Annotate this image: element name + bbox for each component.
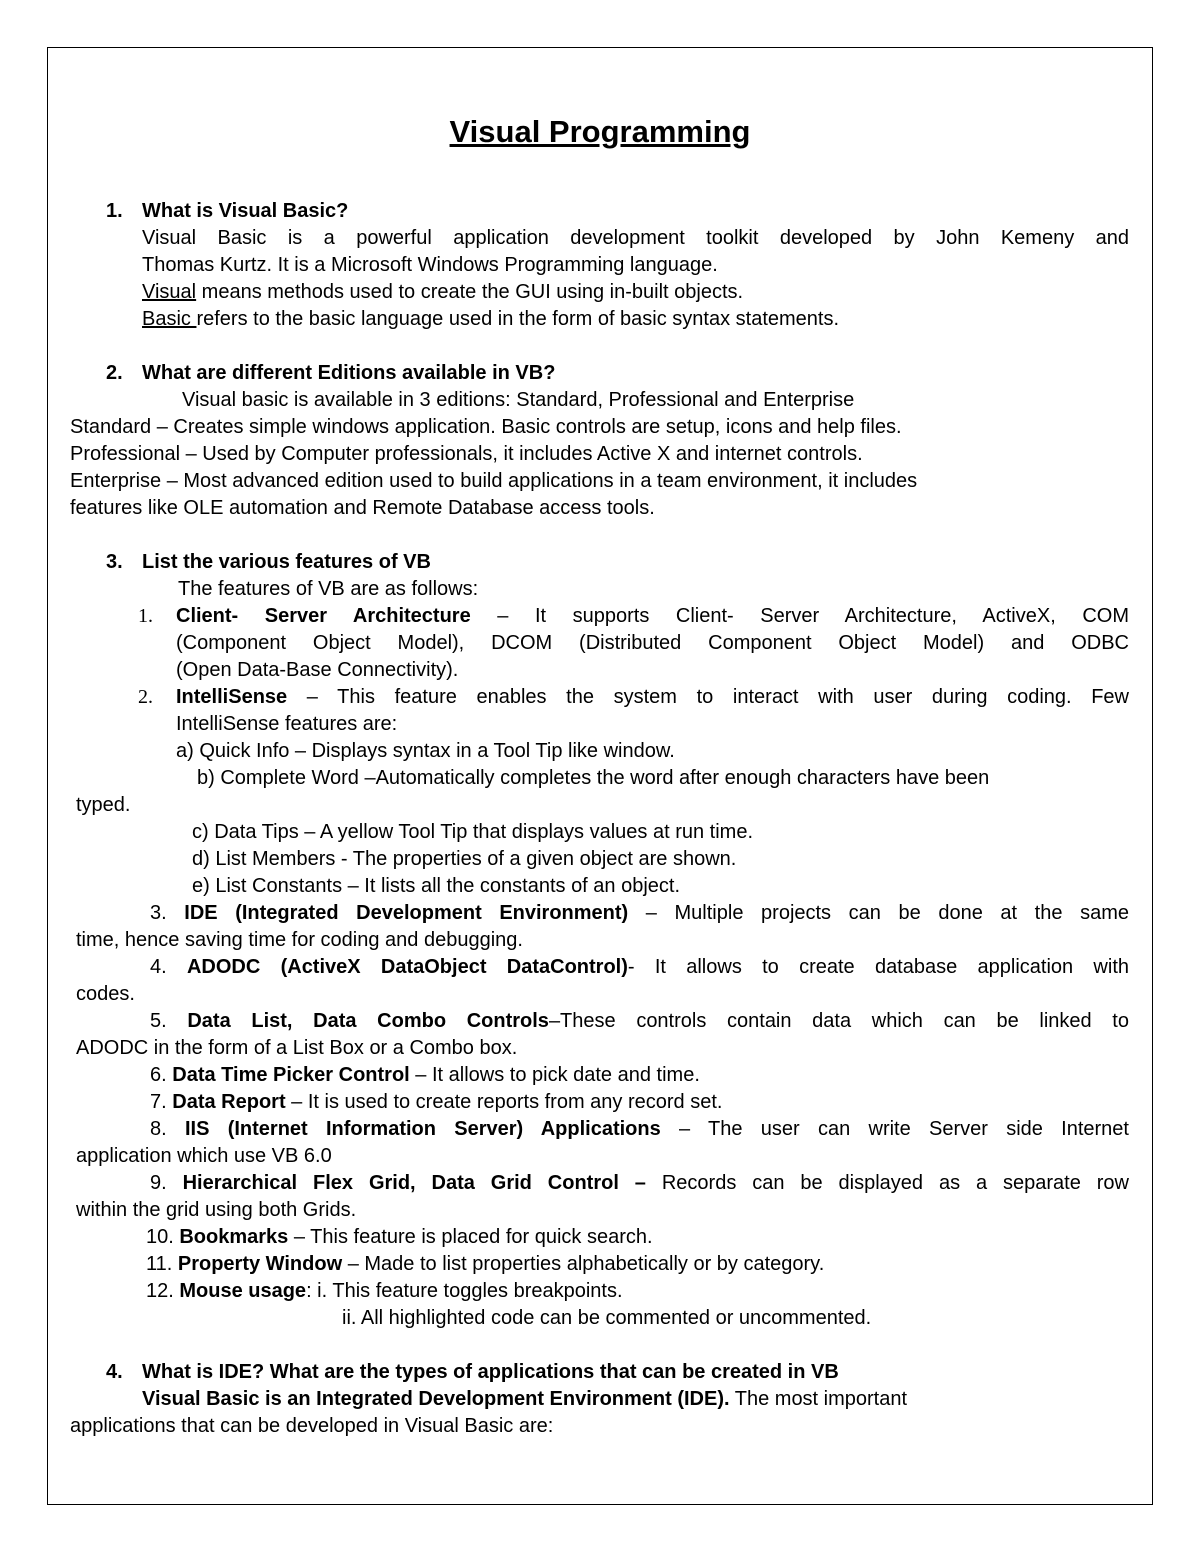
- feature-5-text: –These controls contain data which can be linked to: [548, 1010, 1129, 1032]
- question-1-number: 1.: [106, 200, 123, 222]
- feature-7-term: Data Report: [172, 1091, 286, 1113]
- question-4-heading: [106, 1359, 839, 1386]
- q2-enterprise-line2: features like OLE automation and Remote Database access tools.: [70, 497, 655, 519]
- visual-term: Visual: [142, 281, 197, 303]
- q2-enterprise-line1: Enterprise – Most advanced edition used to build applications in a team environment, it includes: [70, 470, 918, 492]
- feature-4-line1: [150, 954, 1129, 981]
- page-title: Visual Programming: [449, 114, 751, 149]
- feature-11-line1: [146, 1251, 824, 1278]
- feature-11-text: – Made to list properties alphabetically or by category.: [342, 1253, 825, 1275]
- q2-professional: Professional – Used by Computer professionals, it includes Active X and internet controls.: [70, 443, 863, 465]
- q1-paragraph-line2: Thomas Kurtz. It is a Microsoft Windows Programming language.: [142, 254, 718, 276]
- feature-9-number: 9.: [150, 1172, 183, 1194]
- question-2-number: 2.: [106, 362, 123, 384]
- feature-5-line1: [150, 1008, 1129, 1035]
- feature-2-number: 2.: [138, 686, 153, 708]
- feature-3-line2: time, hence saving time for coding and debugging.: [76, 929, 523, 951]
- question-2-heading: [106, 360, 556, 387]
- q1-basic-definition: [142, 306, 839, 333]
- feature-1-line2: (Component Object Model), DCOM (Distributed Component Object Model) and ODBC: [176, 632, 1129, 654]
- feature-2-sub-a: a) Quick Info – Displays syntax in a Tool Tip like window.: [176, 740, 675, 762]
- q4-bold-statement: Visual Basic is an Integrated Development Environment (IDE).: [142, 1388, 730, 1410]
- q4-paragraph-line2: applications that can be developed in Visual Basic are:: [70, 1415, 554, 1437]
- feature-4-line2: codes.: [76, 983, 135, 1005]
- feature-5-term: Data List, Data Combo Controls: [187, 1010, 549, 1032]
- feature-8-number: 8.: [150, 1118, 185, 1140]
- feature-6-text: – It allows to pick date and time.: [409, 1064, 700, 1086]
- feature-6-line1: [150, 1062, 700, 1089]
- feature-9-text: Records can be displayed as a separate row: [645, 1172, 1129, 1194]
- feature-5-line2: ADODC in the form of a List Box or a Combo box.: [76, 1037, 518, 1059]
- feature-9-line2: within the grid using both Grids.: [76, 1199, 357, 1221]
- q1-visual-definition: [142, 279, 743, 306]
- feature-9-line1: [150, 1170, 1129, 1197]
- q4-paragraph-line1: [142, 1386, 907, 1413]
- feature-2-text: – This feature enables the system to interact with user during coding. Few: [287, 686, 1129, 708]
- feature-6-term: Data Time Picker Control: [172, 1064, 410, 1086]
- feature-12-line2: ii. All highlighted code can be commented or uncommented.: [342, 1307, 872, 1329]
- feature-7-number: 7.: [150, 1091, 173, 1113]
- q1-paragraph-line1: Visual Basic is a powerful application development toolkit developed by John Kemeny and: [142, 227, 1129, 249]
- feature-7-line1: [150, 1089, 722, 1116]
- feature-2-sub-d: d) List Members - The properties of a given object are shown.: [192, 848, 737, 870]
- feature-1-term: Client- Server Architecture: [176, 605, 471, 627]
- feature-5-number: 5.: [150, 1010, 188, 1032]
- feature-1-text: – It supports Client- Server Architecture, ActiveX, COM: [470, 605, 1129, 627]
- feature-8-line1: [150, 1116, 1129, 1143]
- feature-2-sub-b-cont: typed.: [76, 794, 131, 816]
- feature-3-term: IDE (Integrated Development Environment): [184, 902, 629, 924]
- q4-paragraph-text: The most important: [729, 1388, 908, 1410]
- question-4-number: 4.: [106, 1361, 123, 1383]
- feature-3-number: 3.: [150, 902, 185, 924]
- feature-8-line2: application which use VB 6.0: [76, 1145, 332, 1167]
- question-3-title: List the various features of VB: [142, 551, 431, 573]
- feature-4-term: ADODC (ActiveX DataObject DataControl): [186, 956, 628, 978]
- feature-4-number: 4.: [150, 956, 187, 978]
- feature-3-line1: [150, 900, 1129, 927]
- feature-12-line1: [146, 1278, 623, 1305]
- feature-2-sub-e: e) List Constants – It lists all the constants of an object.: [192, 875, 681, 897]
- basic-term: Basic: [142, 308, 197, 330]
- feature-2-sub-b: b) Complete Word –Automatically completes the word after enough characters have been: [197, 767, 990, 789]
- feature-12-term: Mouse usage: [179, 1280, 307, 1302]
- feature-2-line1: [176, 684, 1129, 711]
- feature-11-term: Property Window: [177, 1253, 343, 1275]
- feature-9-term: Hierarchical Flex Grid, Data Grid Control –: [182, 1172, 646, 1194]
- feature-8-text: – The user can write Server side Internet: [660, 1118, 1129, 1140]
- feature-2-sub-c: c) Data Tips – A yellow Tool Tip that displays values at run time.: [192, 821, 754, 843]
- visual-definition-text: means methods used to create the GUI using in-built objects.: [196, 281, 744, 303]
- feature-10-text: – This feature is placed for quick search.: [288, 1226, 653, 1248]
- feature-7-text: – It is used to create reports from any record set.: [285, 1091, 723, 1113]
- question-4-title: What is IDE? What are the types of applications that can be created in VB: [142, 1361, 839, 1383]
- q2-standard: Standard – Creates simple windows application. Basic controls are setup, icons and help files.: [70, 416, 902, 438]
- basic-definition-text: refers to the basic language used in the form of basic syntax statements.: [196, 308, 840, 330]
- feature-1-line3: (Open Data-Base Connectivity).: [176, 659, 459, 681]
- question-3-number: 3.: [106, 551, 123, 573]
- feature-12-number: 12.: [146, 1280, 180, 1302]
- feature-2-line2: IntelliSense features are:: [176, 713, 398, 735]
- feature-11-number: 11.: [146, 1253, 178, 1275]
- q2-intro: Visual basic is available in 3 editions: Standard, Professional and Enterprise: [182, 389, 855, 411]
- question-3-heading: [106, 549, 431, 576]
- question-2-title: What are different Editions available in VB?: [142, 362, 556, 384]
- feature-3-text: – Multiple projects can be done at the same: [628, 902, 1129, 924]
- feature-1-number: 1.: [138, 605, 153, 627]
- feature-10-term: Bookmarks: [179, 1226, 289, 1248]
- feature-2-term: IntelliSense: [176, 686, 288, 708]
- question-1-title: What is Visual Basic?: [142, 200, 349, 222]
- feature-8-term: IIS (Internet Information Server) Applications: [184, 1118, 661, 1140]
- feature-1-line1: [176, 603, 1129, 630]
- feature-10-line1: [146, 1224, 653, 1251]
- feature-10-number: 10.: [146, 1226, 180, 1248]
- feature-6-number: 6.: [150, 1064, 173, 1086]
- feature-12-text: : i. This feature toggles breakpoints.: [306, 1280, 623, 1302]
- feature-4-text: - It allows to create database application with: [627, 956, 1129, 978]
- question-1-heading: [106, 198, 349, 225]
- q3-intro: The features of VB are as follows:: [178, 578, 479, 600]
